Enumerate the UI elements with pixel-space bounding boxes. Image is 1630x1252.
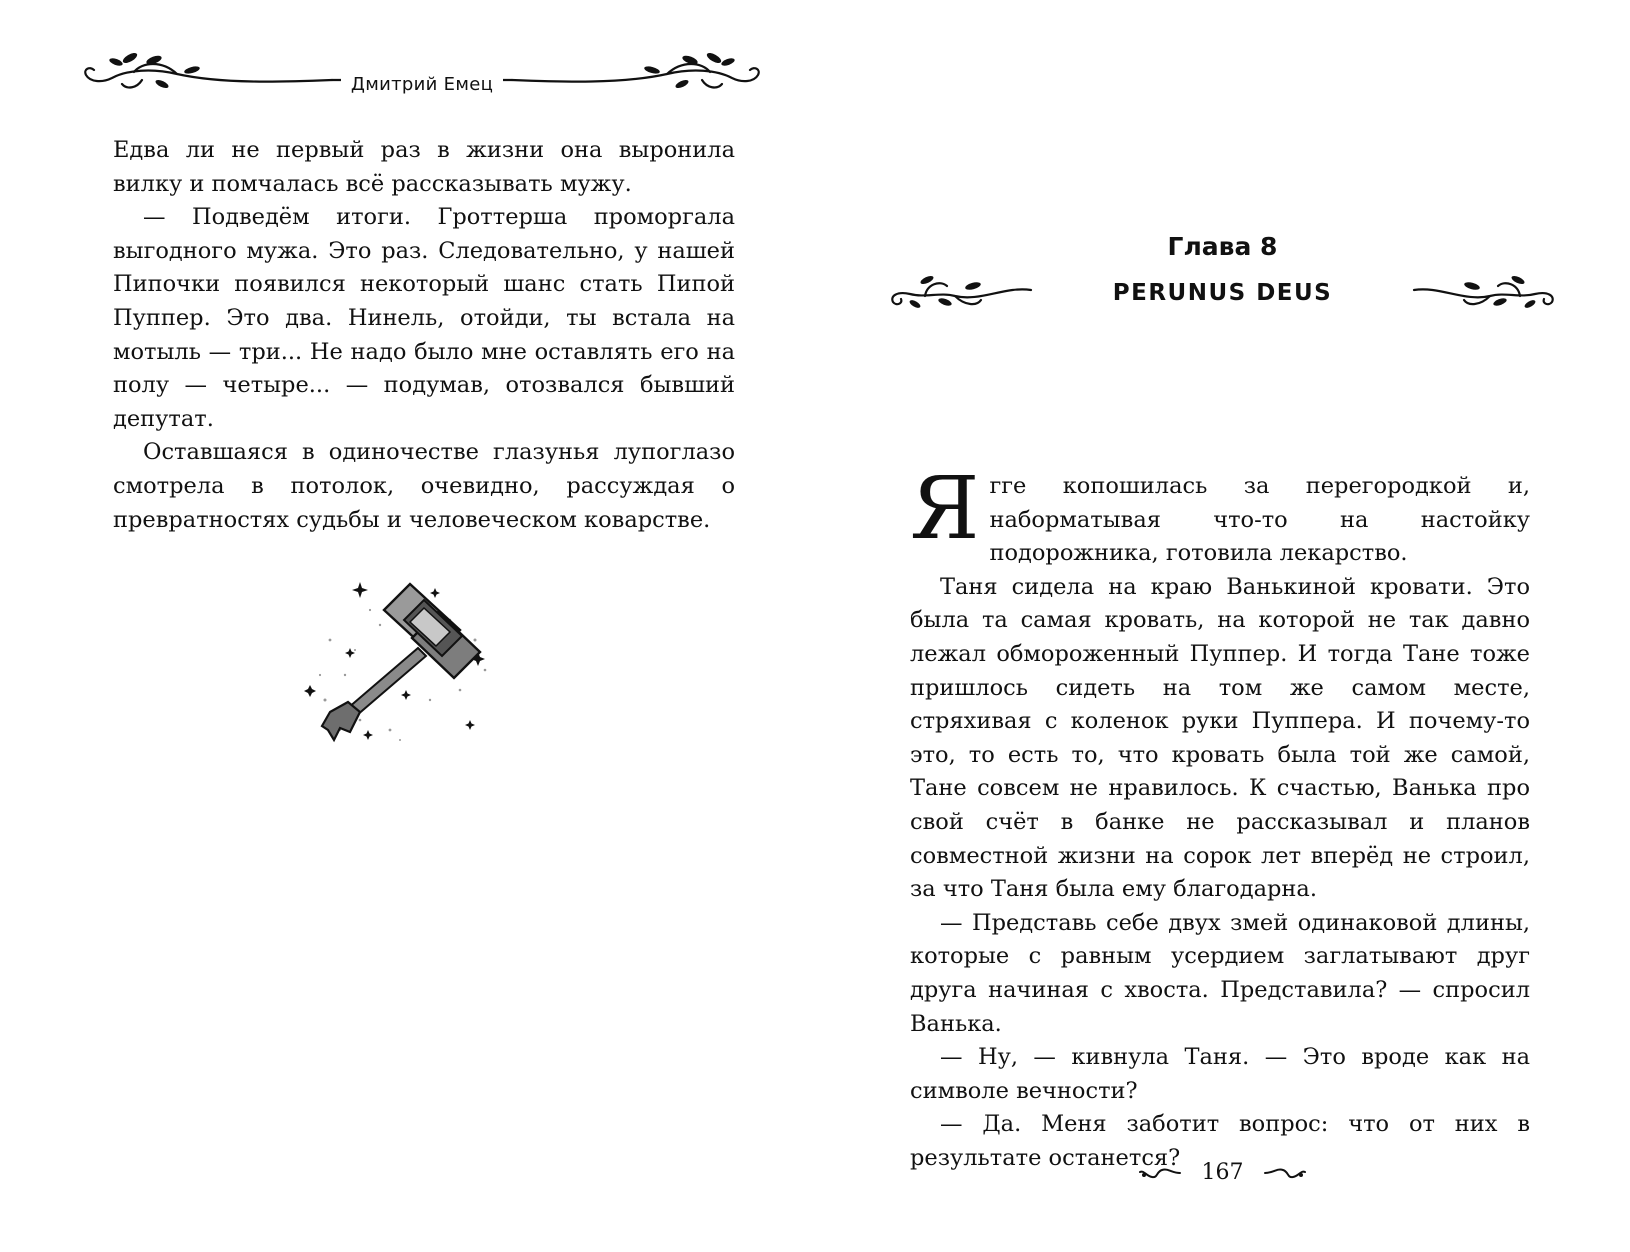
right-page: [815, 0, 1630, 1252]
right-page-text: [910, 459, 1530, 1175]
page-number: 167: [1201, 1160, 1244, 1185]
chapter-vine-ornament-right-icon: [1410, 272, 1560, 308]
drop-cap: Я: [910, 459, 980, 559]
paragraph: — Представь себе двух змей одинаковой длины, которые с равным усердием заглатывают друг друга начиная с хвоста. Представила? — спросил Ванька.: [910, 909, 1530, 1037]
paragraph: Едва ли не первый раз в жизни она выронила вилку и помчалась всё рассказывать мужу.: [113, 137, 735, 197]
paragraph: Таня сидела на краю Ванькиной кровати. Это была та самая кровать, на которой не так давно лежал обмороженный Пуппер. И тогда Тане тоже пришлось сидеть на том же самом месте, стряхивая с коленок руки Пуппера. И почему-то это, то есть то, что кровать была той же самой, Тане совсем не нравилось. К счастью, Ванька про свой счёт в банке не рассказывал и планов совместной жизни на сорок лет вперёд не строил, за что Таня была ему благодарна.: [910, 573, 1530, 903]
left-page-text: [113, 134, 735, 537]
page-number-footer: [815, 1160, 1630, 1185]
running-header-title: Дмитрий Емец: [82, 74, 762, 95]
folio-swirl-right-icon: [1263, 1164, 1307, 1182]
paragraph: — Подведём итоги. Гроттерша проморгала выгодного мужа. Это раз. Следовательно, у нашей Пипочки появился некоторый шанс стать Пипой Пуппер. Это два. Нинель, отойди, ты встала на мотыль — три... Не надо было мне оставлять его на полу — четыре... — подумав, отозвался бывший депутат.: [113, 204, 735, 432]
folio-swirl-left-icon: [1138, 1164, 1182, 1182]
paragraph: — Да. Меня заботит вопрос: что от них в результате останется?: [910, 1111, 1530, 1171]
paragraph: — Ну, — кивнула Таня. — Это вроде как на символе вечности?: [910, 1044, 1530, 1104]
chapter-title: PERUNUS DEUS: [1112, 280, 1333, 306]
paragraph: Оставшаяся в одиночестве глазунья лупоглазо смотрела в потолок, очевидно, рассуждая о превратностях судьбы и человеческом коварстве.: [113, 439, 735, 533]
hammer-illustration-icon: [300, 580, 515, 760]
running-header: [82, 48, 762, 96]
opening-paragraph: [910, 459, 1530, 571]
opening-paragraph-text: гге копошилась за перегородкой и, наборматывая что-то на настойку подорожника, готовила лекарство.: [989, 473, 1530, 567]
chapter-label: Глава 8: [1167, 232, 1278, 261]
